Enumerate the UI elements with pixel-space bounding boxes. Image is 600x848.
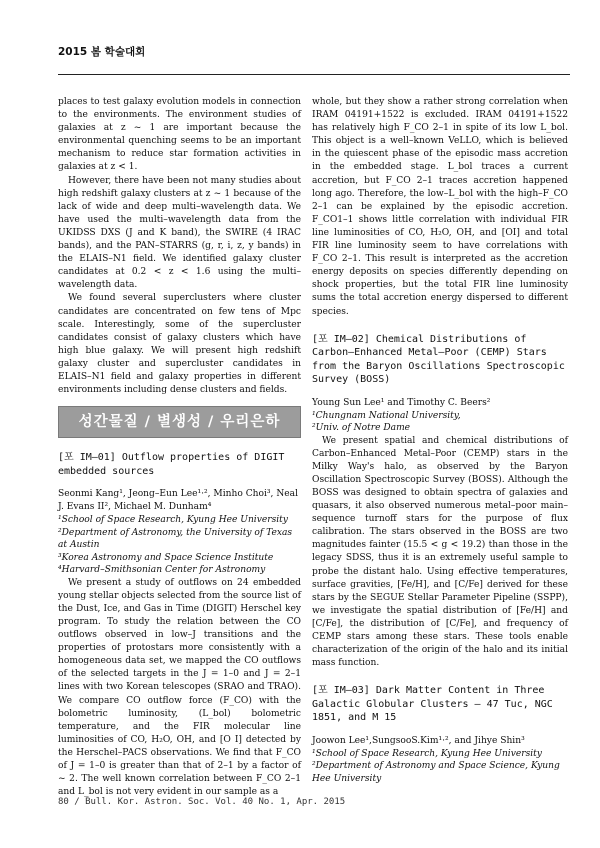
paragraph: We found several superclusters where cluster candidates are concentrated on few tens of Mpc scale. Interestingly, some of the supercluster candidates consist of galaxy clusters which have high blue galaxy. We will present high redshift galaxy cluster and supercluster candidates in ELAIS–N1 field and galaxy properties in different environments including dense clusters and fields. — [58, 293, 301, 396]
abstract-title: [포 IM–03] Dark Matter Content in Three Galactic Globular Clusters – 47 Tuc, NGC 1851, and M 15 — [312, 685, 553, 724]
paragraph: whole, but they show a rather strong correlation when IRAM 04191+1522 is excluded. IRAM 04191+1522 has relatively high F_CO 2–1 in spite of its low L_bol. This object is a well–known VeLLO, which is believed in the quiescent phase of the episodic mass accretion in the embedded stage. L_bol traces a current accretion, but F_CO 2–1 traces accretion happened long ago. Therefore, the low–L_bol with the high–F_CO 2–1 can be explained by the episodic accretion. F_CO1–1 shows little correlation with individual FIR line luminosities of CO, H₂O, OH, and [OI] and total FIR line luminosity seem to have correlations with F_CO 2–1. This result is interpreted as the accretion energy deposits on species differently depending on shock properties, but the total FIR line luminosity sums the total accretion energy dispersed to different species. — [312, 97, 568, 317]
affiliation: ²Department of Astronomy, the University of Texas at Austin — [58, 527, 293, 551]
page-footer: 80 / Bull. Kor. Astron. Soc. Vol. 40 No. 1, Apr. 2015 — [58, 797, 346, 807]
header-rule — [58, 74, 570, 75]
affiliation: ¹School of Space Research, Kyung Hee University — [58, 515, 288, 526]
paragraph: However, there have been not many studies about high redshift galaxy clusters at z ~ 1 because of the lack of wide and deep multi–wavelength data. We have used the multi–wavelength data from the UKIDSS DXS (J and K band), the SWIRE (4 IRAC bands), and the PAN–STARRS (g, r, i, z, y bands) in the ELAIS–N1 field. We identified galaxy cluster candidates at 0.2 < z < 1.6 using the multi–wavelength data. — [58, 175, 301, 291]
abstract-authors: Joowon Lee¹,SungsooS.Kim¹·², and Jihye Shin³ — [312, 735, 525, 746]
affiliation: ⁴Harvard–Smithsonian Center for Astronomy — [58, 565, 266, 576]
abstract-title: [포 IM–02] Chemical Distributions of Carbon–Enhanced Metal–Poor (CEMP) Stars from the Baryon Oscillations Spectroscopic Survey (BOSS) — [312, 333, 565, 386]
abstract-body: We present a study of outflows on 24 embedded young stellar objects selected from the source list of the Dust, Ice, and Gas in Time (DIGIT) Herschel key program. To study the relation between the CO outflows observed in low–J transitions and the properties of protostars more consistently with a homogeneous data set, we mapped the CO outflows of the selected targets in the J = 1–0 and J = 2–1 lines with two Korean telescopes (SRAO and TRAO). We compare CO outflow force (F_CO) with the bolometric luminosity, (L_bol) bolometric temperature, and the FIR molecular line luminosities of CO, H₂O, OH, and [O I] detected by the Herschel–PACS observations. We find that F_CO of J = 1–0 is greater than that of 2–1 by a factor of ~ 2. The well known correlation between F_CO 2–1 and L_bol is not very evident in our sample as a — [58, 577, 301, 798]
affiliation: ²Department of Astronomy and Space Science, Kyung Hee University — [312, 761, 560, 784]
abstract-authors: Seonmi Kang¹, Jeong–Eun Lee¹·², Minho Choi³, Neal J. Evans II², Michael M. Dunham⁴ — [58, 489, 299, 513]
paragraph: places to test galaxy evolution models in connection to the environments. The environment studies of galaxies at z ~ 1 are important because the environmental quenching seems to be an important mechanism to reduce star formation activities in galaxies at z < 1. — [58, 97, 301, 173]
section-banner: 성간물질 / 별생성 / 우리은하 — [58, 406, 301, 438]
affiliation: ²Univ. of Notre Dame — [312, 423, 411, 434]
abstract-title: [포 IM–01] Outflow properties of DIGIT embedded sources — [58, 452, 285, 477]
left-column — [58, 96, 301, 799]
right-column — [312, 96, 568, 785]
abstract-authors: Young Sun Lee¹ and Timothy C. Beers² — [312, 397, 491, 408]
page-header-title: 2015 봄 학술대회 — [58, 46, 146, 58]
affiliation: ¹Chungnam National University, — [312, 410, 461, 421]
abstract-body: We present spatial and chemical distributions of Carbon–Enhanced Metal–Poor (CEMP) stars in the Milky Way's halo, as observed by the Baryon Oscillation Spectroscopic Survey (BOSS). Although the BOSS was designed to obtain spectra of galaxies and quasars, it also observed numerous metal–poor main–sequence turnoff stars for the purpose of flux calibration. The stars observed in the BOSS are two magnitudes fainter (15.5 < g < 19.2) than those in the legacy SDSS, thus it is an extremely useful sample to probe the distant halo. Using effective temperatures, surface gravities, [Fe/H], and [C/Fe] derived for these stars by the SEGUE Stellar Parameter Pipeline (SSPP), we investigate the spatial distribution of [Fe/H] and [C/Fe], the distribution of [C/Fe], and frequency of CEMP stars among these stars. These tools enable characterization of the origin of the halo and its initial mass function. — [312, 435, 568, 669]
affiliation: ³Korea Astronomy and Space Science Institute — [58, 552, 274, 563]
affiliation: ¹School of Space Research, Kyung Hee University — [312, 748, 542, 759]
